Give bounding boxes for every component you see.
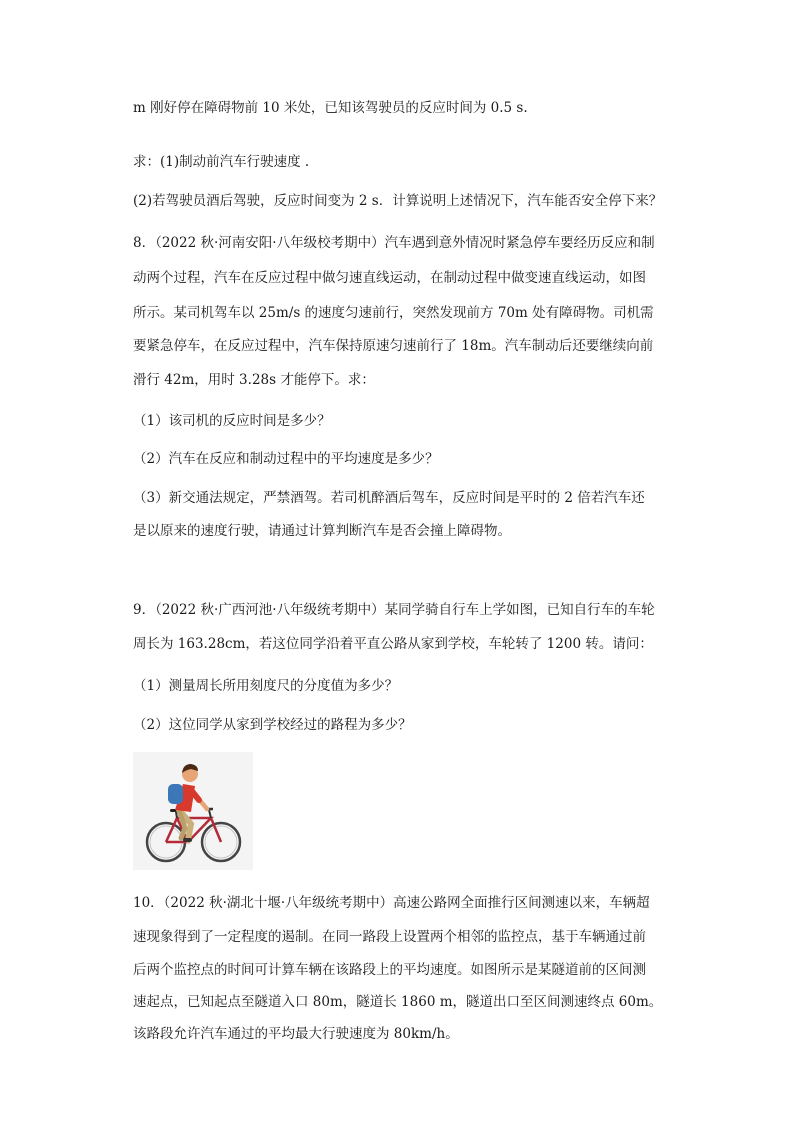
- question-8-line: 要紧急停车，在反应过程中，汽车保持原速匀速前行了 18m。汽车制动后还要继续向前: [133, 338, 654, 354]
- question-10-line: 10．（2022 秋·湖北十堰·八年级统考期中）高速公路网全面推行区间测速以来，车辆超: [133, 895, 650, 911]
- question-8-subquestion: （2）汽车在反应和制动过程中的平均速度是多少？: [133, 451, 439, 467]
- question-10-line: 速现象得到了一定程度的遏制。在同一路段上设置两个相邻的监控点，基于车辆通过前: [133, 929, 646, 945]
- question-8-subquestion: （3）新交通法规定，严禁酒驾。若司机醉酒后驾车，反应时间是平时的 2 倍若汽车还: [133, 490, 645, 506]
- cyclist-illustration: [133, 752, 253, 870]
- question-8-subquestion: （1）该司机的反应时间是多少？: [133, 413, 331, 429]
- question-9-subquestion: （2）这位同学从家到学校经过的路程为多少？: [133, 717, 412, 733]
- question-10-line: 该路段允许汽车通过的平均最大行驶速度为 80km/h。: [133, 1026, 459, 1042]
- question-8-line: 动两个过程，汽车在反应过程中做匀速直线运动，在制动过程中做变速直线运动，如图: [133, 270, 646, 286]
- question-9-line: 9．（2022 秋·广西河池·八年级统考期中）某同学骑自行车上学如图，已知自行车的车轮: [133, 602, 655, 618]
- question-8-line: 滑行 42m，用时 3.28s 才能停下。求：: [133, 372, 375, 388]
- text-line: 求：(1)制动前汽车行驶速度 .: [133, 154, 310, 170]
- question-9-line: 周长为 163.28cm，若这位同学沿着平直公路从家到学校，车轮转了 1200 转。请问：: [133, 636, 653, 652]
- text-line: (2)若驾驶员酒后驾驶，反应时间变为 2 s．计算说明上述情况下，汽车能否安全停下来？: [133, 193, 663, 209]
- question-8-subquestion: 是以原来的速度行驶，请通过计算判断汽车是否会撞上障碍物。: [133, 523, 511, 539]
- question-9-subquestion: （1）测量周长所用刻度尺的分度值为多少？: [133, 678, 399, 694]
- question-10-line: 速起点，已知起点至隧道入口 80m，隧道长 1860 m，隧道出口至区间测速终点 60m。: [133, 994, 663, 1010]
- question-10-line: 后两个监控点的时间可计算车辆在该路段上的平均速度。如图所示是某隧道前的区间测: [133, 962, 646, 978]
- text-line: m 刚好停在障碍物前 10 米处，已知该驾驶员的反应时间为 0.5 s.: [133, 100, 528, 116]
- cyclist-figure: [133, 752, 253, 870]
- question-8-line: 8．（2022 秋·河南安阳·八年级校考期中）汽车遇到意外情况时紧急停车要经历反应和制: [133, 235, 655, 251]
- question-8-line: 所示。某司机驾车以 25m/s 的速度匀速前行，突然发现前方 70m 处有障碍物。司机需: [133, 305, 654, 321]
